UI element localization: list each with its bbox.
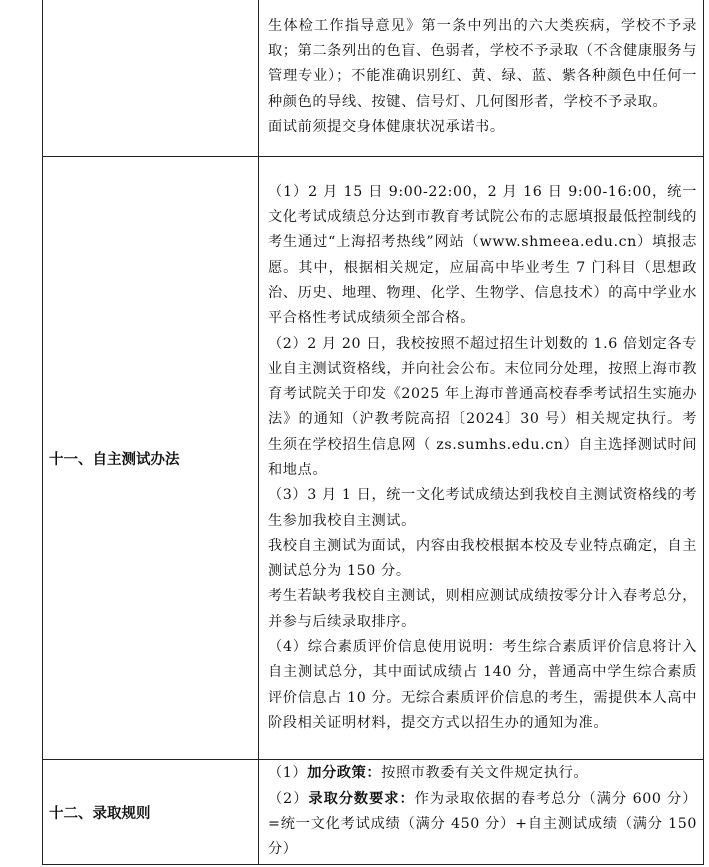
paragraph: （2）2 月 20 日，我校按照不超过招生计划数的 1.6 倍划定各专业自主测试资格线，并向社会公布。末位同分处理，按照上海市教育考试院关于印发《2025 年上海市普通高校春季考试招生实施办法》的通知（沪教考院高招〔2024〕30 号）相关规定执行。考生须在学校招生信息网（ zs.sumhs.edu.cn）自主选择测试时间和地点。: [268, 335, 697, 478]
table-row: [43, 157, 704, 760]
row-content: [259, 760, 704, 865]
item-prefix: （1）: [268, 765, 308, 782]
admissions-table: [42, 0, 704, 865]
row-label: 十一、自主测试办法: [43, 157, 259, 760]
paragraph: 我校自主测试为面试，内容由我校根据本校及专业特点确定，自主测试总分为 150 分。: [268, 537, 697, 580]
paragraph: （3）3 月 1 日，统一文化考试成绩达到我校自主测试资格线的考生参加我校自主测试。: [268, 487, 697, 529]
paragraph: （4）综合素质评价信息使用说明：考生综合素质评价信息将计入自主测试总分，其中面试成绩占 140 分，普通高中学生综合素质评价信息占 10 分。无综合素质评价信息的考生，需提供本人高中阶段相关证明材料，提交方式以招生办的通知为准。: [268, 639, 697, 731]
paragraph: （1）2 月 15 日 9:00-22:00，2 月 16 日 9:00-16:00，统一文化考试成绩总分达到市教育考试院公布的志愿填报最低控制线的考生通过“上海招考热线”网站（www.shmeea.edu.cn）填报志愿。其中，根据相关规定，应届高中毕业考生 7 门科目（思想政治、历史、地理、物理、化学、生物学、信息技术）的高中学业水平合格性考试成绩须全部合格。: [268, 183, 697, 327]
paragraph: 考生若缺考我校自主测试，则相应测试成绩按零分计入春考总分，并参与后续录取排序。: [268, 588, 697, 630]
list-item: [268, 787, 697, 863]
row-label: [43, 0, 259, 157]
item-prefix: （2）: [268, 790, 309, 807]
row-label: 十二、录取规则: [43, 760, 259, 865]
row-content: [259, 0, 704, 157]
item-text: 按照市教委有关文件规定执行。: [381, 765, 589, 782]
list-item: [268, 761, 697, 786]
item-text: 作为录取依据的春考总分（满分 600 分）=统一文化考试成绩（满分 450 分）+自主测试成绩（满分 150 分）: [268, 790, 698, 858]
table-row: [43, 0, 704, 157]
table-row: [43, 760, 704, 865]
item-heading: 加分政策：: [307, 765, 382, 782]
row-content: [259, 157, 704, 760]
paragraph: 面试前须提交身体健康状况承诺书。: [268, 118, 505, 135]
item-heading: 录取分数要求：: [308, 790, 415, 807]
paragraph: 生体检工作指导意见》第一条中列出的六大类疾病，学校不予录取；第二条列出的色盲、色弱者，学校不予录取（不含健康服务与管理专业）；不能准确识别红、黄、绿、蓝、紫各种颜色中任何一种颜色的导线、按键、信号灯、几何图形者，学校不予录取。: [268, 17, 697, 110]
